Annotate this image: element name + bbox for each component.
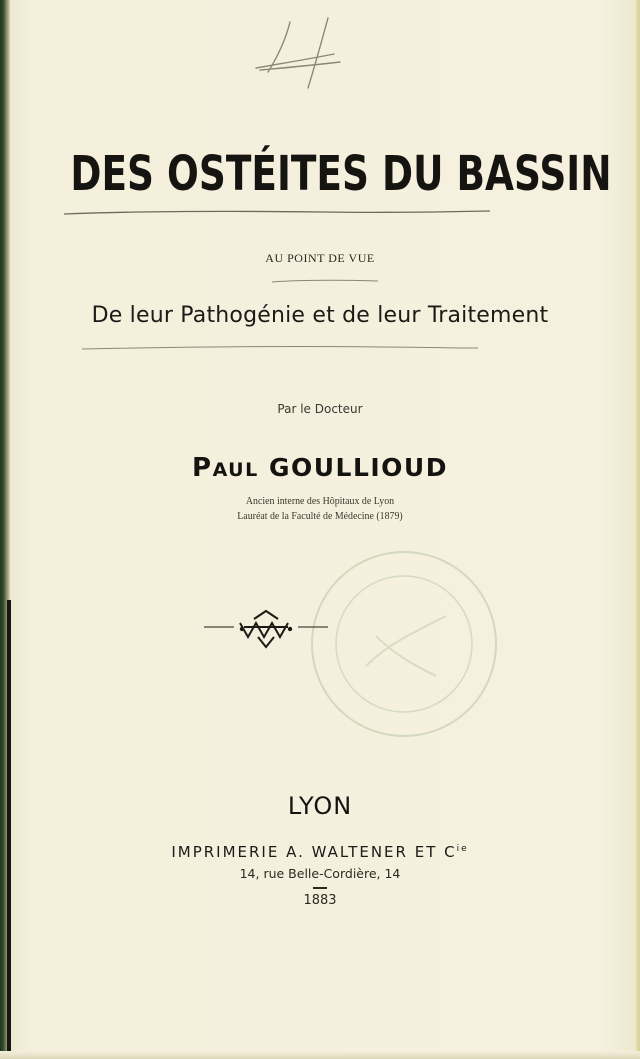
author-first-rest: AUL (212, 459, 259, 481)
author-last-name: GOULLIOUD (268, 453, 448, 482)
subhead: AU POINT DE VUE (265, 251, 375, 265)
pencil-mark (248, 10, 368, 100)
subtitle-rule (80, 344, 480, 352)
binding-shadow (7, 600, 11, 1059)
printer-ornament (204, 607, 328, 651)
imprint-dash (313, 887, 327, 889)
printer-address: 14, rue Belle-Cordière, 14 (239, 866, 401, 881)
title-rule (62, 208, 492, 218)
printer-name (0, 843, 640, 861)
printer-label: IMPRIMERIE A. WALTENER ET C (171, 843, 457, 861)
book-title: DES OSTÉITES DU BASSIN (70, 146, 612, 202)
page-bottom-edge (0, 1051, 640, 1059)
publication-year: 1883 (303, 893, 337, 908)
subtitle: De leur Pathogénie et de leur Traitement (91, 303, 549, 328)
subhead-rule (270, 278, 380, 284)
credential-line: Lauréat de la Faculté de Médecine (1879) (237, 510, 403, 522)
author-first-initial: P (192, 453, 213, 483)
library-stamp (306, 546, 502, 742)
credential-line: Ancien interne des Hôpitaux de Lyon (245, 495, 395, 507)
by-line: Par le Docteur (277, 402, 363, 416)
printer-suffix: ie (456, 844, 469, 854)
imprint-city: LYON (287, 792, 353, 820)
author-name (0, 453, 640, 483)
